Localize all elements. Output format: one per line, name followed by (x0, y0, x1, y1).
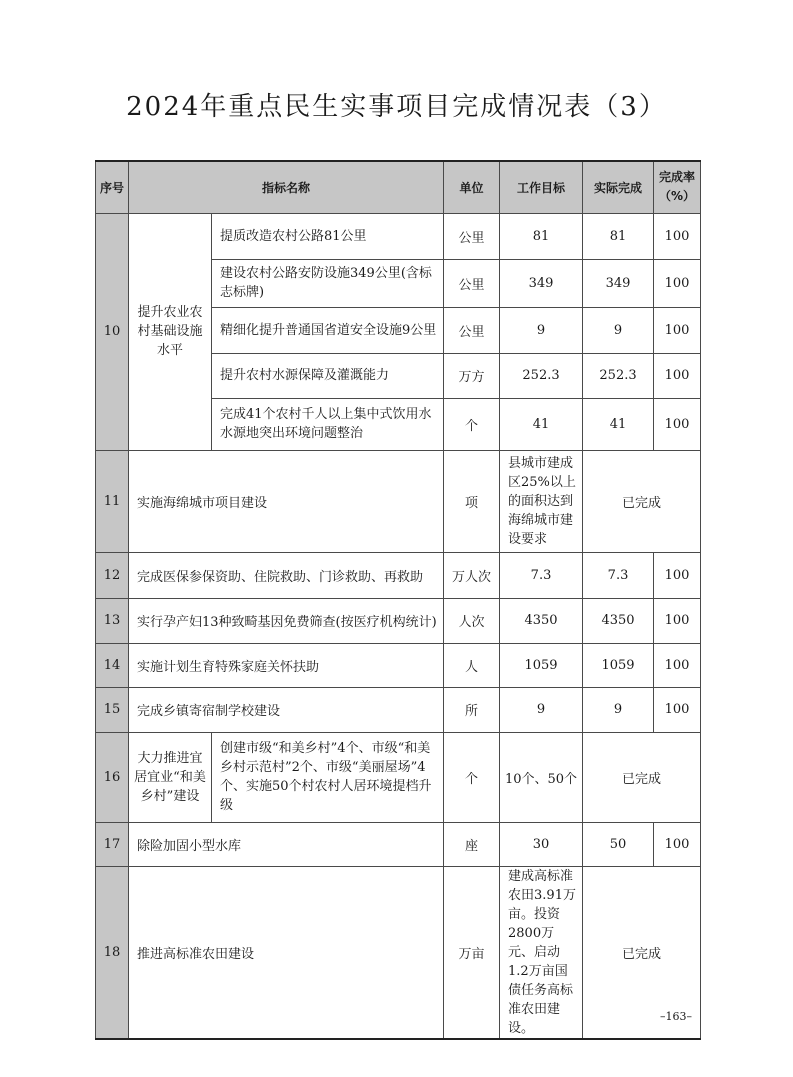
table-row (96, 450, 701, 552)
header-rate: 完成率（%） (654, 161, 701, 213)
header-unit: 单位 (444, 161, 500, 213)
item-status: 已完成 (583, 866, 701, 1039)
row-number: 12 (96, 552, 129, 598)
item-name: 创建市级“和美乡村”4个、市级“和美乡村示范村”2个、市级“美丽屋场”4个、实施50个村农村人居环境提档升级 (212, 732, 444, 822)
item-unit: 个 (444, 398, 500, 450)
item-actual: 349 (583, 259, 654, 307)
item-target: 4350 (500, 598, 583, 643)
item-actual: 252.3 (583, 353, 654, 398)
item-target: 9 (500, 307, 583, 353)
item-rate: 100 (654, 398, 701, 450)
item-unit: 所 (444, 687, 500, 732)
category-cell: 提升农业农村基础设施水平 (129, 213, 212, 450)
item-rate: 100 (654, 687, 701, 732)
item-actual: 81 (583, 213, 654, 259)
item-name: 实施计划生育特殊家庭关怀扶助 (129, 643, 444, 687)
category-cell: 大力推进宜居宜业“和美乡村”建设 (129, 732, 212, 822)
item-unit: 公里 (444, 307, 500, 353)
item-name: 完成乡镇寄宿制学校建设 (129, 687, 444, 732)
item-target: 7.3 (500, 552, 583, 598)
item-name: 完成医保参保资助、住院救助、门诊救助、再救助 (129, 552, 444, 598)
item-unit: 人次 (444, 598, 500, 643)
item-name: 提升农村水源保障及灌溉能力 (212, 353, 444, 398)
item-target: 9 (500, 687, 583, 732)
item-name: 实施海绵城市项目建设 (129, 450, 444, 552)
item-rate: 100 (654, 353, 701, 398)
item-rate: 100 (654, 552, 701, 598)
item-target: 349 (500, 259, 583, 307)
item-unit: 万方 (444, 353, 500, 398)
item-rate: 100 (654, 213, 701, 259)
item-name: 建设农村公路安防设施349公里(含标志标牌) (212, 259, 444, 307)
item-name: 精细化提升普通国省道安全设施9公里 (212, 307, 444, 353)
item-unit: 项 (444, 450, 500, 552)
item-name: 提质改造农村公路81公里 (212, 213, 444, 259)
item-target: 建成高标准农田3.91万亩。投资2800万元、启动1.2万亩国债任务高标准农田建设。 (500, 866, 583, 1039)
header-target: 工作目标 (500, 161, 583, 213)
item-target: 1059 (500, 643, 583, 687)
row-number: 18 (96, 866, 129, 1039)
item-actual: 9 (583, 307, 654, 353)
item-target: 10个、50个 (500, 732, 583, 822)
item-unit: 公里 (444, 213, 500, 259)
table-row (96, 687, 701, 732)
projects-table (95, 160, 701, 1040)
item-rate: 100 (654, 259, 701, 307)
table-row (96, 732, 701, 822)
row-number: 17 (96, 822, 129, 866)
item-actual: 7.3 (583, 552, 654, 598)
item-unit: 万人次 (444, 552, 500, 598)
item-name: 推进高标准农田建设 (129, 866, 444, 1039)
item-actual: 9 (583, 687, 654, 732)
item-rate: 100 (654, 643, 701, 687)
item-unit: 公里 (444, 259, 500, 307)
table-row (96, 643, 701, 687)
header-name: 指标名称 (129, 161, 444, 213)
item-name: 除险加固小型水库 (129, 822, 444, 866)
item-actual: 4350 (583, 598, 654, 643)
header-seq: 序号 (96, 161, 129, 213)
item-name: 实行孕产妇13种致畸基因免费筛查(按医疗机构统计) (129, 598, 444, 643)
item-target: 81 (500, 213, 583, 259)
header-row (96, 161, 701, 213)
item-name: 完成41个农村千人以上集中式饮用水水源地突出环境问题整治 (212, 398, 444, 450)
row-number: 16 (96, 732, 129, 822)
item-target: 252.3 (500, 353, 583, 398)
item-target: 41 (500, 398, 583, 450)
item-unit: 万亩 (444, 866, 500, 1039)
table-row (96, 213, 701, 259)
item-rate: 100 (654, 822, 701, 866)
row-number: 15 (96, 687, 129, 732)
item-actual: 41 (583, 398, 654, 450)
table-row (96, 866, 701, 1039)
table-row (96, 552, 701, 598)
item-rate: 100 (654, 598, 701, 643)
item-target: 30 (500, 822, 583, 866)
table-row (96, 822, 701, 866)
item-status: 已完成 (583, 450, 701, 552)
item-unit: 个 (444, 732, 500, 822)
table-row (96, 598, 701, 643)
item-target: 县城市建成区25%以上的面积达到海绵城市建设要求 (500, 450, 583, 552)
page-number: –163– (660, 1010, 692, 1023)
item-status: 已完成 (583, 732, 701, 822)
row-number: 10 (96, 213, 129, 450)
item-actual: 50 (583, 822, 654, 866)
item-actual: 1059 (583, 643, 654, 687)
item-rate: 100 (654, 307, 701, 353)
row-number: 14 (96, 643, 129, 687)
row-number: 11 (96, 450, 129, 552)
header-actual: 实际完成 (583, 161, 654, 213)
page-title: 2024年重点民生实事项目完成情况表（3） (126, 92, 667, 122)
item-unit: 座 (444, 822, 500, 866)
item-unit: 人 (444, 643, 500, 687)
row-number: 13 (96, 598, 129, 643)
